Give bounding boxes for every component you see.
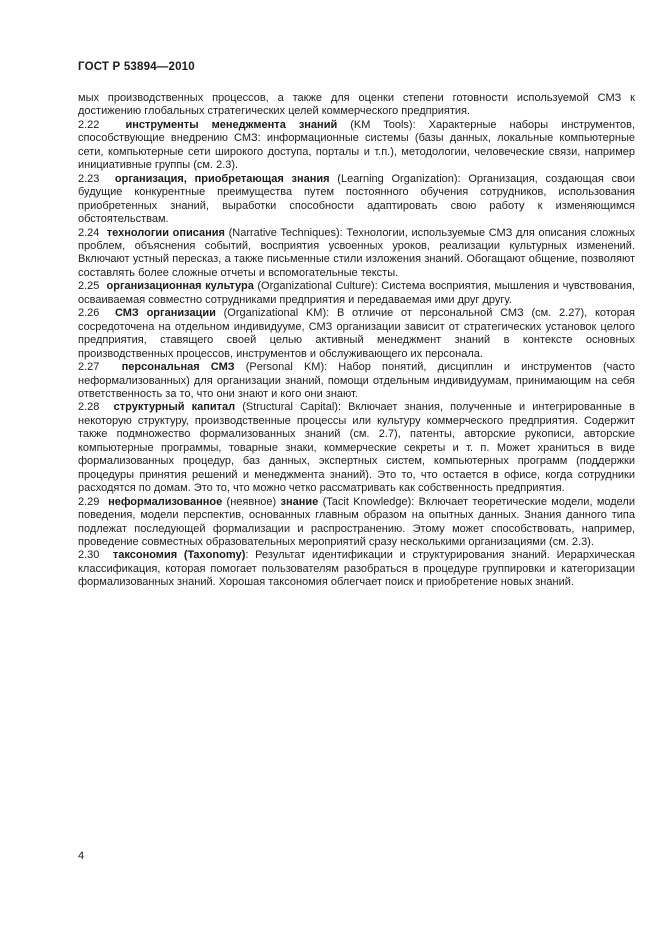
body-text: 2.25 (78, 280, 107, 293)
paragraph (78, 92, 635, 119)
paragraph (78, 173, 635, 227)
paragraph (78, 280, 635, 307)
paragraph (78, 227, 635, 281)
body-text: (Learning Organization): Организация, создающая свои будущие конкурентные преимущества путем постоянного обучения сотрудников, использования приобретенных знаний, выработки способности адаптировать свою работу к изменяющимся обстоятельствам. (78, 172, 635, 226)
paragraph (78, 401, 635, 495)
body-text: 2.26 (78, 307, 115, 320)
body-text: (Personal KM): Набор понятий, дисциплин и инструментов (часто неформализованных) для организации знаний, помощи отдельным индивидуумам, принимающим на себя ответственность за то, что они знают и кого они знают. (78, 361, 635, 400)
page-number: 4 (78, 850, 85, 862)
paragraph (78, 119, 635, 173)
body-text: 2.30 (78, 549, 113, 562)
term-bold-text: технологии описания (106, 226, 225, 239)
body-text: мых производственных процессов, а также для оценки степени готовности используемой СМЗ к достижению глобальных стратегических целей коммерческого предприятия. (78, 92, 635, 118)
body-text: 2.23 (78, 172, 115, 185)
body-text: (KM Tools): Характерные наборы инструментов, способствующие внедрению СМЗ: информационные системы (базы данных, локальные компьютерные сети, компьютерные сети широкого доступа, порталы и т.п.), методологии, человеческие связи, например инициативные группы (см. 2.3). (78, 118, 636, 172)
body-text: 2.24 (78, 226, 107, 239)
body-text: 2.29 (78, 495, 109, 508)
term-bold-text: организация, приобретающая знания (114, 172, 330, 185)
term-bold-text: таксономия (Taxonomy) (112, 549, 246, 562)
term-bold-text: инструменты менеджмента знаний (125, 118, 338, 131)
term-bold-text: структурный капитал (113, 401, 236, 414)
term-bold-text: организационная культура (106, 280, 254, 293)
body-text: 2.28 (78, 401, 114, 414)
paragraph (78, 549, 635, 589)
body-text: (Organizational KM): В отличие от персональной СМЗ (см. 2.27), которая сосредоточена на отдельном индивидууме, СМЗ организации зависит от стратегических установок целого предприятия, ставящего своей целью активный менеджмент знаний в контексте основных производственных процессов, инструментов и обслуживающего их персонала. (78, 307, 635, 360)
paragraph (78, 361, 635, 401)
body-text: (Structural Capital): Включает знания, полученные и интегрированные в некоторую структуру, производственные процессы или культуру коммерческого предприятия. Содержит также подмножество формализованных знаний (см. 2.7), патенты, авторские рукописи, авторские компьютерные программы, товарные знаки, коммерческие секреты и т. п. Может храниться в виде формализованных процедур, баз данных, экспертных систем, компьютерных программ (поддержки процедуры принятия решений и менеджмента знаний). Это то, что остается в офисе, когда сотрудники расходятся по домам. Это то, что можно четко рассматривать как собственность предприятия. (78, 401, 635, 495)
term-bold-text: персональная СМЗ (121, 361, 235, 374)
body-text: (Organizational Culture): Система восприятия, мышления и чувствования, осваиваемая совместно сотрудниками предприятия и передаваемая ими друг другу. (78, 280, 635, 306)
body-text: : Результат идентификации и структурирования знаний. Иерархическая классификация, которая помогает пользователям разобраться в процедуре группировки и категоризации формализованных знаний. Хорошая таксономия облегчает поиск и приобретение новых знаний. (78, 549, 635, 589)
document-standard-number: ГОСТ Р 53894—2010 (78, 61, 195, 73)
document-body (78, 92, 635, 590)
body-text: (неявное) (222, 495, 281, 508)
paragraph (78, 307, 635, 361)
paragraph (78, 496, 635, 550)
term-bold-text: знание (280, 495, 319, 508)
body-text: (Tacit Knowledge): Включает теоретические модели, модели поведения, модели перспектив, основанных главным образом на опытных данных. Знания данного типа подлежат последующей формализации и распространению. Этому может способствовать, например, проведение совместных образовательных мероприятий сразу несколькими организациями (см. 2.3). (78, 495, 635, 548)
body-text: (Narrative Techniques): Технологии, используемые СМЗ для описания сложных проблем, объяснения событий, восприятия усвоенных уроков, реализации культурных изменений. Включают устный пересказ, а также письменные стили изложения знаний. Обогащают общение, позволяют составлять более сложные отчеты и вспомогательные тексты. (78, 226, 635, 279)
term-bold-text: СМЗ организации (114, 307, 216, 320)
term-bold-text: неформализованное (108, 495, 223, 508)
body-text: 2.27 (78, 361, 122, 374)
body-text: 2.22 (78, 118, 126, 131)
